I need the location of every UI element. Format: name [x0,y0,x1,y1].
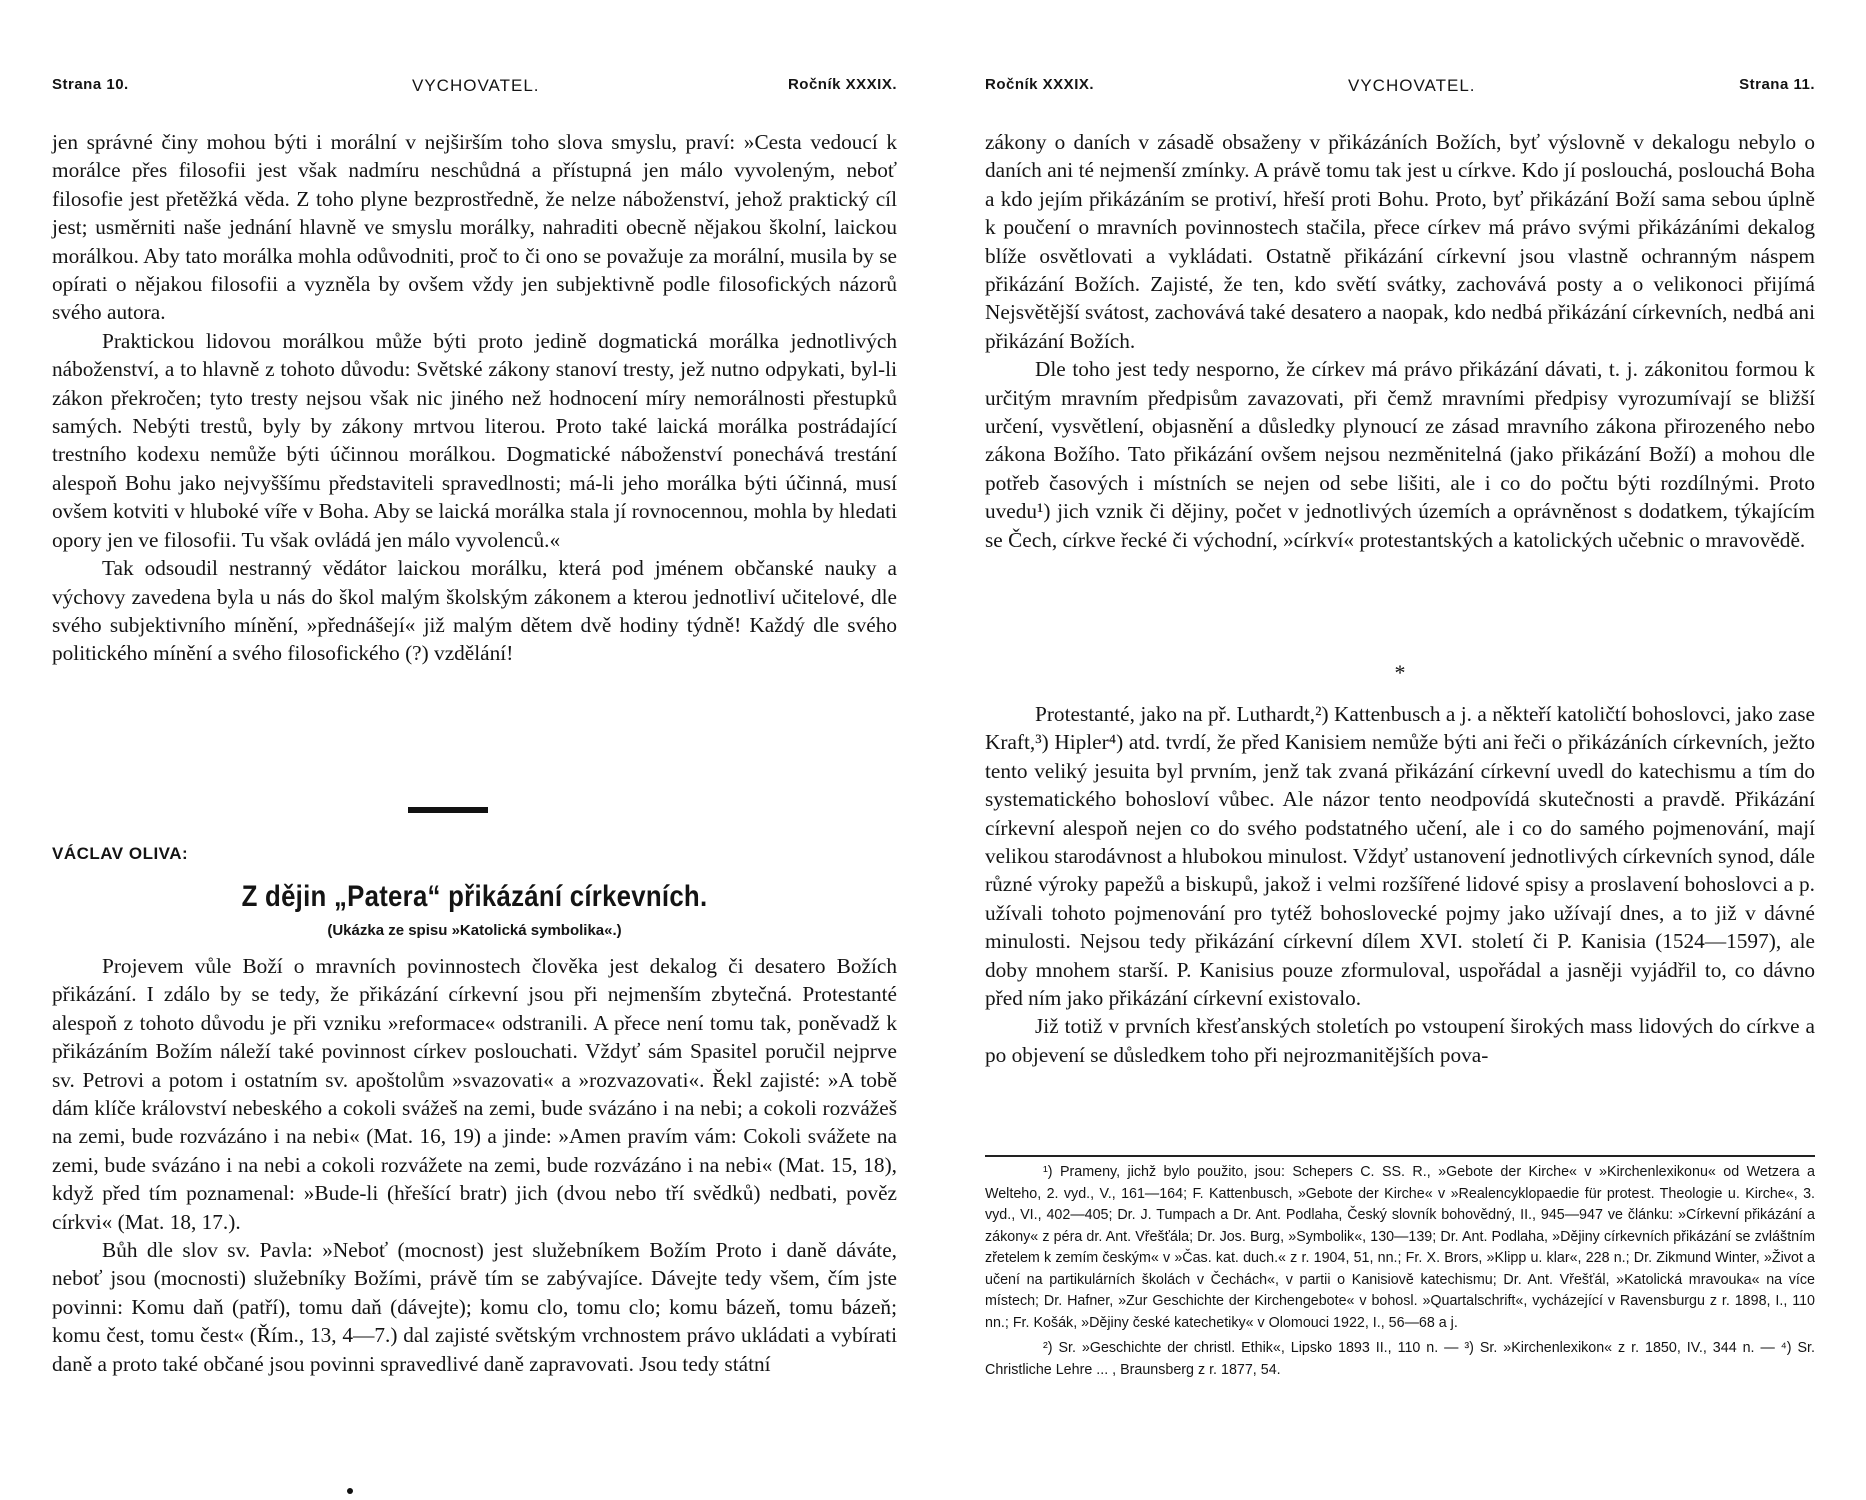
page-number: Strana 11. [1739,76,1815,93]
paragraph: Již totiž v prvních křesťanských stoletích po vstoupení širokých mass lidových do církve a po objevení se důsledkem toho při nejrozmanitějších pova- [985,1014,1815,1067]
right-page [933,0,1866,1500]
footnote-rule [985,1155,1815,1157]
page-number: Strana 10. [52,76,129,93]
right-text-block-2 [985,700,1815,1069]
left-text-block [52,128,897,668]
footnote: ²) Sr. »Geschichte der christl. Ethik«, Lipsko 1893 II., 110 n. — ³) Sr. »Kirchenlexikon« z r. 1850, IV., 344 n. — ⁴) Sr. Christliche Lehre ... , Braunsberg z r. 1877, 54. [985,1340,1815,1378]
paragraph: Protestanté, jako na př. Luthardt,²) Kattenbusch a j. a někteří katoličtí bohoslovci, jako zase Kraft,³) Hipler⁴) atd. tvrdí, že před Kanisiem nemůže býti ani řeči o přikázáních církevních, ježto tento veliký jesuita byl prvním, jenž tak zvaná přikázání církevní uvedl do katechismu a tím do systematického bohosloví vůbec. Ale názor tento neodpovídá skutečnosti a pravdě. Přikázání církevní alespoň nejen co do svého podstatného učení, ale i co do samého pojmenování, mají velikou starodávnost a hlubokou minulost. Vždyť ustanovení jednotlivých církevních synod, dále různé výroky papežů a biskupů, jakož i velmi rozšířené lidové spisy a proslavení bohoslovci a p. užívali tohoto pojmenování pro tytéž bohoslovecké pojmy jako užívají dnes, a to již v dávné minulosti. Nejsou tedy přikázání církevní dílem XVI. století či P. Kanisia (1524—1597), ale doby mnohem starší. P. Kanisius pouze zformuloval, uspořádal a jasněji vyjádřil to, co dávno před ním jako přikázání církevní existovalo. [985,702,1815,1011]
ink-mark [347,1488,353,1494]
article-title: Z dějin „Patera“ přikázání církevních. [241,880,708,913]
running-header-left [52,76,897,100]
paragraph: jen správné činy mohou býti i morální v nejširším toho slova smyslu, praví: »Cesta vedoucí k morálce přes filosofii jest však nadmíru neschůdná a přístupná jen málo vyvoleným, neboť filosofie jest přetěžká věda. Z toho plyne bezprostředně, že nelze náboženství, jehož praktický cíl jest; usměrniti naše jednání hlavně ve smyslu morálky, nahraditi obecně nějakou školní, laickou morálkou. Aby tato morálka mohla odůvodniti, proč to či ono se považuje za morální, musila by se opírati o nějakou filosofii a vyzněla by ovšem vždy jen subjektivně podle filosofických názorů svého autora. [52,130,897,325]
paragraph: Projevem vůle Boží o mravních povinnostech člověka jest dekalog či desatero Božích přikázání. I zdálo by se tedy, že přikázání církevní jsou při nejmenším zbytečná. Protestanté alespoň z tohoto důvodu je při vzniku »reformace« odstranili. A přece není tomu tak, poněvadž k přikázáním Božím náleží také povinnost církev poslouchati. Vždyť sám Spasitel poručil nejprve sv. Petrovi a potom i ostatním sv. apoštolům »svazovati« a »rozvazovati«. Řekl zajisté: »A tobě dám klíče království nebeského a cokoli svážeš na zemi, bude svázáno i na nebi; a cokoli rozvážeš na zemi, bude rozvázáno i na nebi« (Mat. 16, 19) a jinde: »Amen pravím vám: Cokoli svážete na zemi, bude svázáno i na nebi a cokoli rozvážete na zemi, bude rozvázáno i na nebi« (Mat. 15, 18), když před tím poznamenal: »Bude-li (hřešící bratr) jich (dvou nebo tří svědků) nedbati, pověz církvi« (Mat. 18, 17.). [52,954,897,1234]
article-author: VÁCLAV OLIVA: [52,844,189,863]
journal-name: VYCHOVATEL. [412,76,540,95]
running-header-right [985,76,1815,100]
section-divider [408,807,488,813]
volume-label: Ročník XXXIX. [787,76,897,93]
footnotes [985,1162,1815,1381]
footnote: ¹) Prameny, jichž bylo použito, jsou: Schepers C. SS. R., »Gebote der Kirche« v »Kirchenlexikonu« od Wetzera a Welteho, 2. vyd., V., 161—164; F. Kattenbusch, »Gebote der Kirche« v »Realencyklopaedie für protest. Theologie u. Kirche«, 3. vyd., VI., 402—405; Dr. J. Tumpach a Dr. Ant. Podlaha, Český slovník bohovědný, II., 945—947 ve článku: »Církevní přikázání a zákony« z péra dr. Ant. Vřešťála; Dr. Jos. Burg, »Symbolik«, 130—139; Dr. Ant. Podlaha, »Dějiny církevních přikázání se zvláštním zřetelem k zemím českým« v »Čas. kat. duch.« z r. 1904, 51, nn.; Fr. X. Brors, »Klipp u. klar«, 228 n.; Dr. Zikmund Winter, »Život a učení na partikulárních školách v Čechách«, v partii o Kanisiově katechismu; Dr. Ant. Vřešťál, »Katolická mravouka« na více místech; Dr. Hafner, »Zur Geschichte der Kirchengebote« v bohosl. »Quartalschrift«, vycházející v Ravensburgu z r. 1898, I., 110 nn.; Fr. Košák, »Dějiny české katechetiky« v Olomouci 1922, I., 56—68 a j. [985,1164,1815,1331]
paragraph: Praktickou lidovou morálkou může býti proto jedině dogmatická morálka jednotlivých náboženství, a to hlavně z tohoto důvodu: Světské zákony stanoví tresty, jež nutno odpykati, byl-li zákon překročen; tyto tresty nejsou však nic jiného než hodnocení míry nemorálnosti přestupků samých. Nebýti trestů, byly by zákony mrtvou literou. Proto také laická morálka postrádající trestního kodexu nemůže býti účinnou morálkou. Dogmatické náboženství ponechává trestání alespoň Bohu jako nejvyššímu představiteli spravedlnosti; má-li jeho morálka býti účinná, musí ovšem kotviti v hluboké víře v Boha. Aby se laická morálka stala jí rovnocennou, mohla by hledati opory jen ve filosofii. Tu však ovládá jen málo vyvolenců.« [52,328,897,552]
journal-name: VYCHOVATEL. [1348,76,1476,95]
paragraph: Dle toho jest tedy nesporno, že církev má právo přikázání dávati, t. j. zákonitou formou k určitým mravním předpisům zavazovati, při čemž mravními předpisy vyrozumívají se bližší určení, vysvětlení, objasnění a důsledky plynoucí ze zásad mravního zákona přirozeného nebo zákona Božího. Tato přikázání ovšem nejsou nezměnitelná (jako přikázání Boží) a mohou dle potřeb časových i místních se nejen od sebe lišiti, ale i co do počtu býti rozdílnými. Proto uvedu¹) jich vznik či dějiny, počet v jednotlivých územích a oprávněnost s dodatkem, týkajícím se Čech, církve řecké či východní, »církví« protestantských a katolických učebnic o mravovědě. [985,357,1815,552]
paragraph: Tak odsoudil nestranný vědátor laickou morálku, která pod jménem občanské nauky a výchovy zavedena byla u nás do škol malým školským zákonem a kterou jednotliví učitelové, dle svého subjektivního mínění, »přednášejí« již malým dětem dvě hodiny týdně! Každý dle svého politického mínění a svého filosofického (?) vzdělání! [52,556,897,666]
section-separator: * [1394,660,1406,685]
article-text-block [52,952,897,1378]
right-text-block [985,128,1815,554]
paragraph: zákony o daních v zásadě obsaženy v přikázáních Božích, byť výslovně v dekalogu nebylo o daních ani té nejmenší zmínky. A právě tomu tak jest u církve. Kdo jí poslouchá, poslouchá Boha a kdo jejím přikázáním se protiví, hřeší proti Bohu. Proto, byť přikázání Boží sama sebou úplně k poučení o mravních povinnostech stačila, přece církev má právo svými přikázáními dekalog blíže osvětlovati a vykládati. Ostatně přikázání církevní jsou vlastně ochranným náspem přikázání Božích. Zajisté, že ten, kdo světí svátky, zachovává posty a o velikonoci přijímá Nejsvětější svátost, zachovává také desatero a naopak, kdo nedbá přikázání církevních, nedbá ani přikázání Božích. [985,130,1815,353]
volume-label: Ročník XXXIX. [985,76,1095,93]
paragraph: Bůh dle slov sv. Pavla: »Neboť (mocnost) jest služebníkem Božím Proto i daně dáváte, neboť jsou (mocnosti) služebníky Božími, právě tím se zabývajíce. Dávejte tedy všem, čím jste povinni: Komu daň (patří), tomu daň (dávejte); komu clo, tomu clo; komu bázeň, tomu bázeň; komu čest, tomu čest« (Řím., 13, 4—7.) dal zajisté světským vrchnostem právo ukládati a vybírati daně a proto také občané jsou povinni spravedlivé daně zapravovati. Jsou tedy státní [52,1238,897,1376]
article-subtitle: (Ukázka ze spisu »Katolická symbolika«.) [327,922,622,939]
